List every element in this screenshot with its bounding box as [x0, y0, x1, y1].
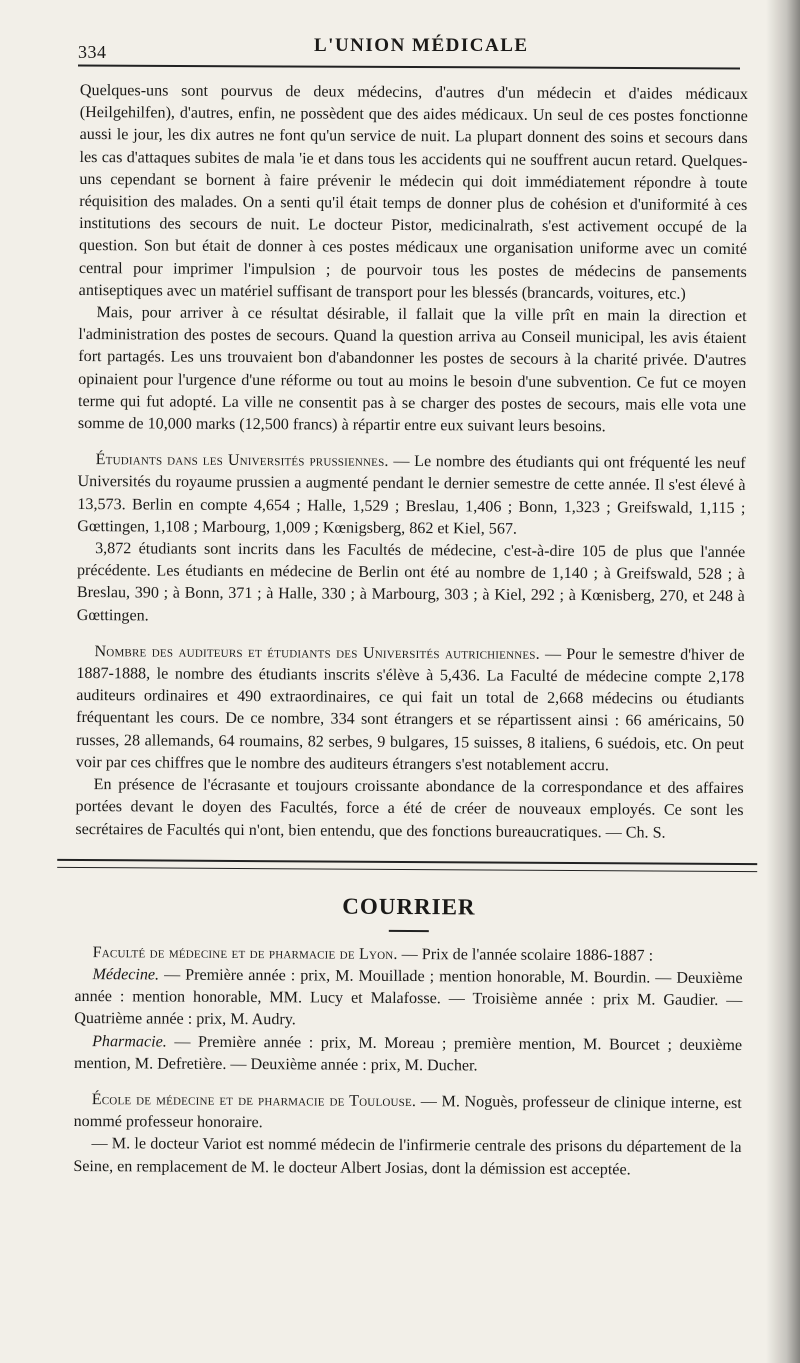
paragraph-austrian-universities — [76, 641, 745, 778]
paragraph-prussian-universities — [77, 449, 746, 542]
title-underline — [389, 930, 429, 932]
paragraph-toulouse — [74, 1089, 742, 1137]
label-pharmacie: Pharmacie. — [92, 1032, 167, 1051]
paragraph-toulouse-text: — M. Noguès, professeur de clinique interne, est nommé professeur honoraire. — [73, 1092, 742, 1132]
paragraph-pharmacie-prizes — [74, 1030, 742, 1078]
section-heading-prussian: Étudiants dans les Universités prussiennes. — [95, 451, 389, 471]
paragraph-pharmacie-text: — Première année : prix, M. Moreau ; première mention, M. Bourcet ; deuxième mention, M. Defretière. — Deuxième année : prix, M. Ducher. — [73, 1033, 743, 1075]
article-body — [73, 80, 748, 1182]
paragraph-medecine-prizes — [74, 964, 742, 1035]
paragraph-medecine-text: — Première année : prix, M. Mouillade ; mention honorable, M. Bourdin. — Deuxième année : mention honorable, MM. Lucy et Malafosse. — Troisième année : prix M. Gaudier. — Quatrième année : prix, M. Audry. — [74, 966, 743, 1029]
section-heading-lyon: Faculté de médecine et de pharmacie de Lyon. — [92, 943, 398, 963]
section-heading-toulouse: École de médecine et de pharmacie de Toulouse. — [91, 1091, 417, 1110]
section-divider — [57, 859, 757, 872]
paragraph-night-posts: Quelques-uns sont pourvus de deux médecins, d'autres d'un médecin et d'aides médicaux (Heilgehilfen), d'autres, enfin, ne possèdent que des aides médicaux. Un seul de ces postes fonctionne aussi le jour, les dix autres ne font qu'un service de nuit. La plupart donnent des soins et secours dans les cas d'attaques subites de mala 'ie et dans tous les accidents qui ne souffrent aucun retard. Quelques-uns cependant se bornent à faire prévenir le médecin qui doit immédiatement répondre à toute réquisition des malades. On a senti qu'il était temps de donner plus de cohésion et d'uniformité à ces institutions des secours de nuit. Le docteur Pistor, medicinalrath, s'est activement occupé de la question. Son but était de donner à ces postes médicaux une organisation uniforme avec un comité central pour imprimer l'impulsion ; de pourvoir tous les postes de médecins de pansements antiseptiques avec un matériel suffisant de transport pour les blessés (brancards, voitures, etc.) — [78, 81, 748, 303]
journal-title: L'UNION MÉDICALE — [314, 35, 529, 56]
header-rule — [78, 65, 740, 70]
page-header — [78, 34, 740, 62]
page-number: 334 — [78, 42, 107, 62]
paragraph-secretaries: En présence de l'écrasante et toujours croissante abondance de la correspondance et des affaires portées devant le doyen des Facultés, force a été de créer de nouveaux employés. Ce sont les secrétaires de Facultés qui n'ont, bien entendu, que des fonctions bureaucratiques. — Ch. S. — [75, 776, 744, 842]
section-heading-austrian: Nombre des auditeurs et étudiants des Universités autrichiennes. — [94, 642, 540, 663]
paragraph-medical-students: 3,872 étudiants sont incrits dans les Facultés de médecine, c'est-à-dire 105 de plus que l'année précédente. Les étudiants en médecine de Berlin ont été au nombre de 1,140 ; à Greifswald, 528 ; à Breslau, 390 ; à Bonn, 371 ; à Halle, 330 ; à Marbourg, 303 ; à Kiel, 292 ; à Kœnisberg, 270, et 248 à Gœttingen. — [76, 540, 746, 625]
paragraph-prussian-text: — Le nombre des étudiants qui ont fréquenté les neuf Universités du royaume prussien a augmenté pendant le dernier semestre de cette année. Il s'est élevé à 13,573. Berlin en compte 4,654 ; Halle, 1,529 ; Breslau, 1,406 ; Bonn, 1,323 ; Greifswald, 1,115 ; Gœttingen, 1,108 ; Marbourg, 1,009 ; Kœnigsberg, 862 et Kiel, 567. — [77, 453, 746, 538]
page-edge-shadow — [766, 0, 800, 1363]
paragraph-variot: — M. le docteur Variot est nommé médecin de l'infirmerie centrale des prisons du département de la Seine, en remplacement de M. le docteur Albert Josias, dont la démission est acceptée. — [73, 1135, 742, 1178]
paragraph-municipal-council: Mais, pour arriver à ce résultat désirable, il fallait que la ville prît en main la direction et l'administration des postes de secours. Quand la question arriva au Conseil municipal, les avis étaient fort partagés. Les uns trouvaient bon d'abandonner les postes de secours à la charité privée. D'autres opinaient pour l'urgence d'une réforme ou tout au moins le besoin d'une subvention. Ce fut ce moyen terme qui fut adopté. La ville ne consentit pas à se charger des postes de secours, mais elle vota une somme de 10,000 marks (12,500 francs) à répartir entre eux suivant leurs besoins. — [77, 304, 747, 436]
section-title-courrier: COURRIER — [342, 893, 476, 920]
paragraph-austrian-text: — Pour le semestre d'hiver de 1887-1888, le nombre des étudiants inscrits s'élève à 5,436. La Faculté de médecine compte 2,178 auditeurs ordinaires et 490 extraordinaires, ce qui fait un total de 2,668 médecins ou étudiants fréquentant les cours. De ce nombre, 334 sont étrangers et se répartissent ainsi : 66 américains, 50 russes, 28 allemands, 64 roumains, 82 serbes, 9 bulgares, 15 suisses, 8 italiens, 6 suédois, etc. On peut voir par ces chiffres que le nombre des auditeurs étrangers s'est notablement accru. — [75, 645, 745, 775]
paragraph-lyon-text: — Prix de l'année scolaire 1886-1887 : — [397, 945, 654, 965]
label-medecine: Médecine. — [92, 965, 160, 984]
